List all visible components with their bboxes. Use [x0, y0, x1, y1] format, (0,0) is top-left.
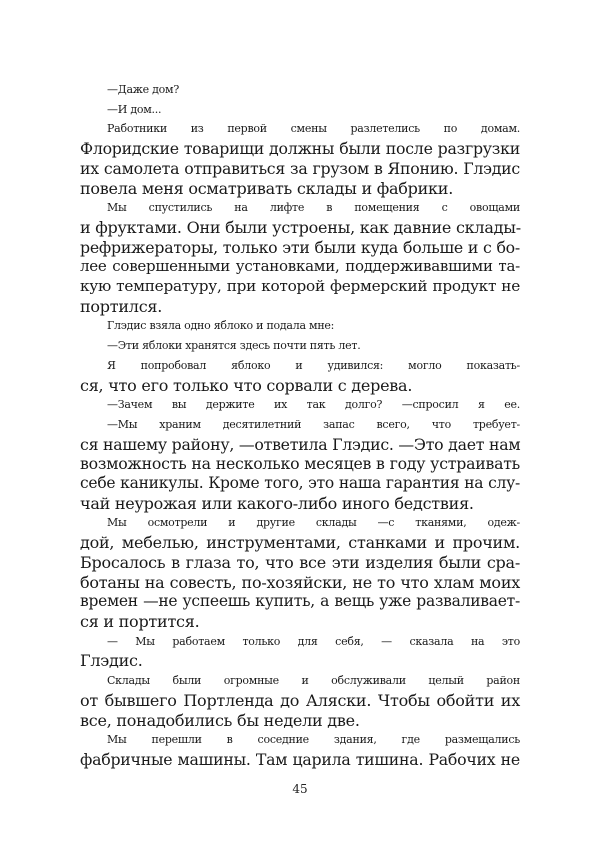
text-line: Глэдис взяла одно яблоко и подала мне: — [107, 319, 335, 333]
text-line: Флоридские товарищи должны были после разгрузки — [80, 139, 520, 159]
text-line: —Мы храним десятилетний запас всего, что требует- — [107, 417, 520, 431]
text-line: от бывшего Портленда до Аляски. Чтобы обойти их — [80, 690, 520, 710]
text-line: лее совершенными установками, поддерживавшими та- — [80, 257, 520, 276]
text-line: Бросалось в глаза то, что все эти изделия были сра- — [80, 552, 520, 572]
text-line: —Эти яблоки хранятся здесь почти пять лет. — [107, 339, 361, 353]
text-line: — Мы работаем только для себя, — сказала на это — [107, 634, 520, 648]
text-line: их самолета отправиться за грузом в Японию. Глэдис — [80, 158, 520, 178]
text-line: чай неурожая или какого-либо иного бедствия. — [80, 493, 474, 513]
text-line: времен —не успеешь купить, а вещь уже разваливает- — [80, 592, 520, 611]
text-line: Мы спустились на лифте в помещения с овощами — [107, 201, 520, 215]
text-line: возможность на несколько месяцев в году устраивать — [80, 454, 520, 474]
text-line: себе каникулы. Кроме того, это наша гарантия на слу- — [80, 474, 520, 493]
text-line: ботаны на совесть, по-хозяйски, не то что хлам моих — [80, 572, 520, 592]
text-line: дой, мебелью, инструментами, станками и прочим. — [80, 533, 520, 553]
text-line: ся и портится. — [80, 611, 200, 631]
text-line: и фруктами. Они были устроены, как давние склады- — [80, 217, 521, 237]
text-line: портился. — [80, 296, 163, 316]
text-line: ся, что его только что сорвали с дерева. — [80, 375, 413, 395]
text-line: —Даже дом? — [107, 83, 179, 96]
text-line: —Зачем вы держите их так долго? —спросил я ее. — [107, 398, 520, 412]
text-line: все, понадобились бы недели две. — [80, 710, 360, 730]
text-line: Работники из первой смены разлетелись по домам. — [107, 122, 520, 136]
text-line: рефрижераторы, только эти были куда больше и с бо- — [80, 237, 520, 257]
text-line: Глэдис. — [80, 651, 143, 671]
page-number: 45 — [292, 782, 308, 796]
text-line: кую температуру, при которой фермерский продукт не — [80, 277, 520, 296]
text-line: фабричные машины. Там царила тишина. Рабочих не — [80, 749, 520, 769]
text-line: Я попробовал яблоко и удивился: могло показать- — [107, 358, 520, 372]
text-line: ся нашему району, —ответила Глэдис. —Это дает нам — [80, 434, 521, 454]
text-line: Мы перешли в соседние здания, где размещались — [107, 733, 520, 747]
text-line: Склады были огромные и обслуживали целый район — [107, 674, 520, 688]
text-line: повела меня осматривать склады и фабрики. — [80, 178, 454, 198]
text-line: Мы осмотрели и другие склады —с тканями, одеж- — [107, 516, 520, 530]
body-text — [80, 80, 520, 770]
text-line: —И дом... — [107, 102, 162, 116]
